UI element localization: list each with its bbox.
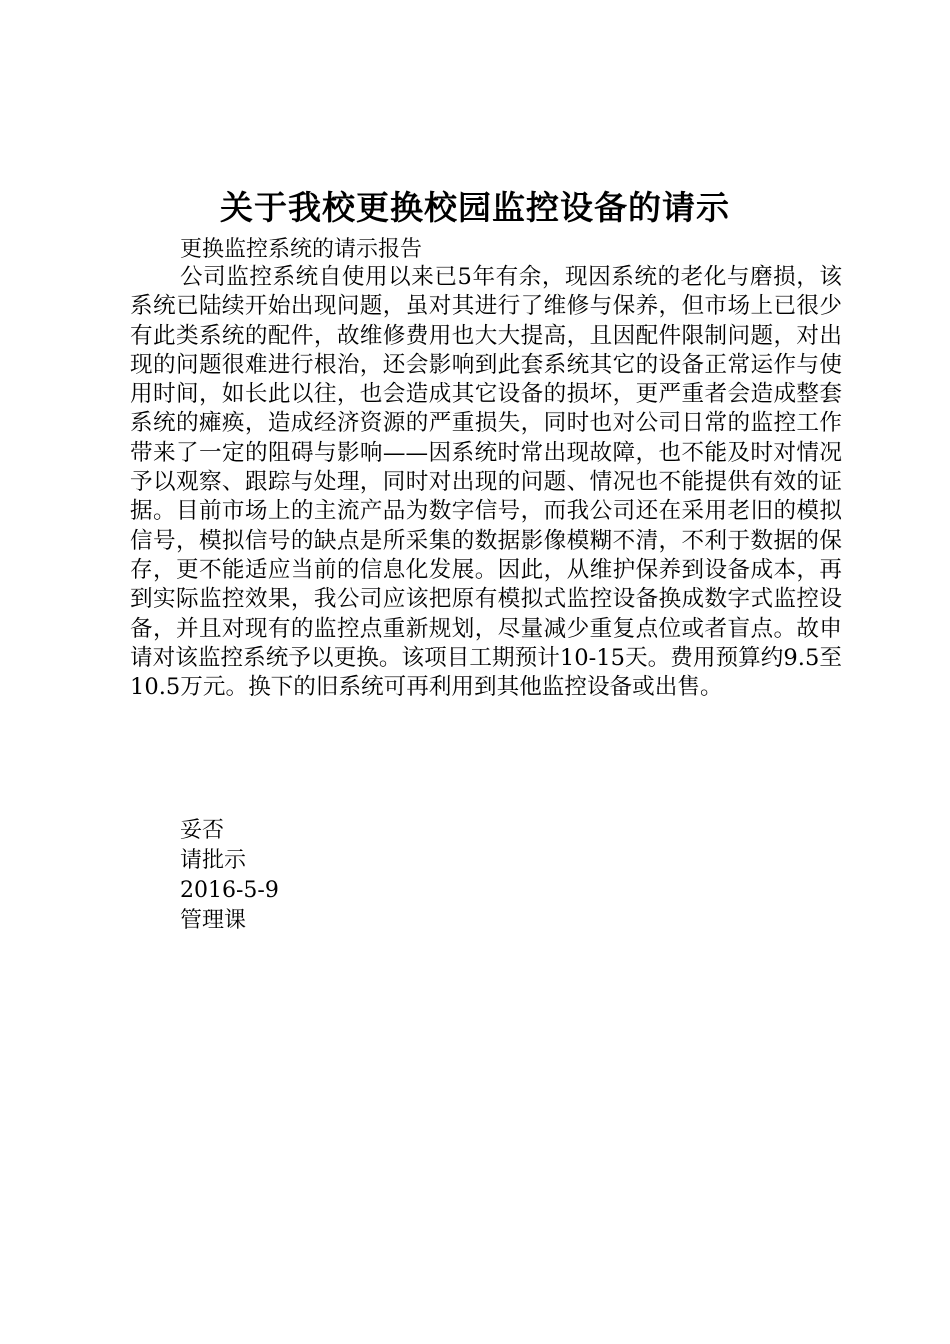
document-body: 公司监控系统自使用以来已5年有余，现因系统的老化与磨损，该系统已陆续开始出现问题，虽对其进行了维修与保养，但市场上已很少有此类系统的配件，故维修费用也大大提高，且因配件限制问题，对出现的问题很难进行根治，还会影响到此套系统其它的设备正常运作与使用时间，如长此以往，也会造成其它设备的损坏，更严重者会造成整套系统的瘫痪，造成经济资源的严重损失，同时也对公司日常的监控工作带来了一定的阻碍与影响——因系统时常出现故障，也不能及时对情况予以观察、跟踪与处理，同时对出现的问题、情况也不能提供有效的证据。目前市场上的主流产品为数字信号，而我公司还在采用老旧的模拟信号，模拟信号的缺点是所采集的数据影像模糊不清，不利于数据的保存，更不能适应当前的信息化发展。因此，从维护保养到设备成本，再到实际监控效果，我公司应该把原有模拟式监控设备换成数字式监控设备，并且对现有的监控点重新规划，尽量减少重复点位或者盲点。故申请对该监控系统予以更换。该项目工期预计10-15天。费用预算约9.5至10.5万元。换下的旧系统可再利用到其他监控设备或出售。	[130, 264, 842, 701]
closing-date: 2016-5-9	[180, 878, 279, 903]
closing-block	[180, 816, 279, 936]
closing-line-tuofou: 妥否	[180, 818, 225, 843]
document-title: 关于我校更换校园监控设备的请示	[220, 188, 730, 227]
closing-line-qingpishi: 请批示	[180, 848, 247, 873]
document-subtitle: 更换监控系统的请示报告	[180, 237, 423, 262]
closing-signature: 管理课	[180, 908, 247, 933]
